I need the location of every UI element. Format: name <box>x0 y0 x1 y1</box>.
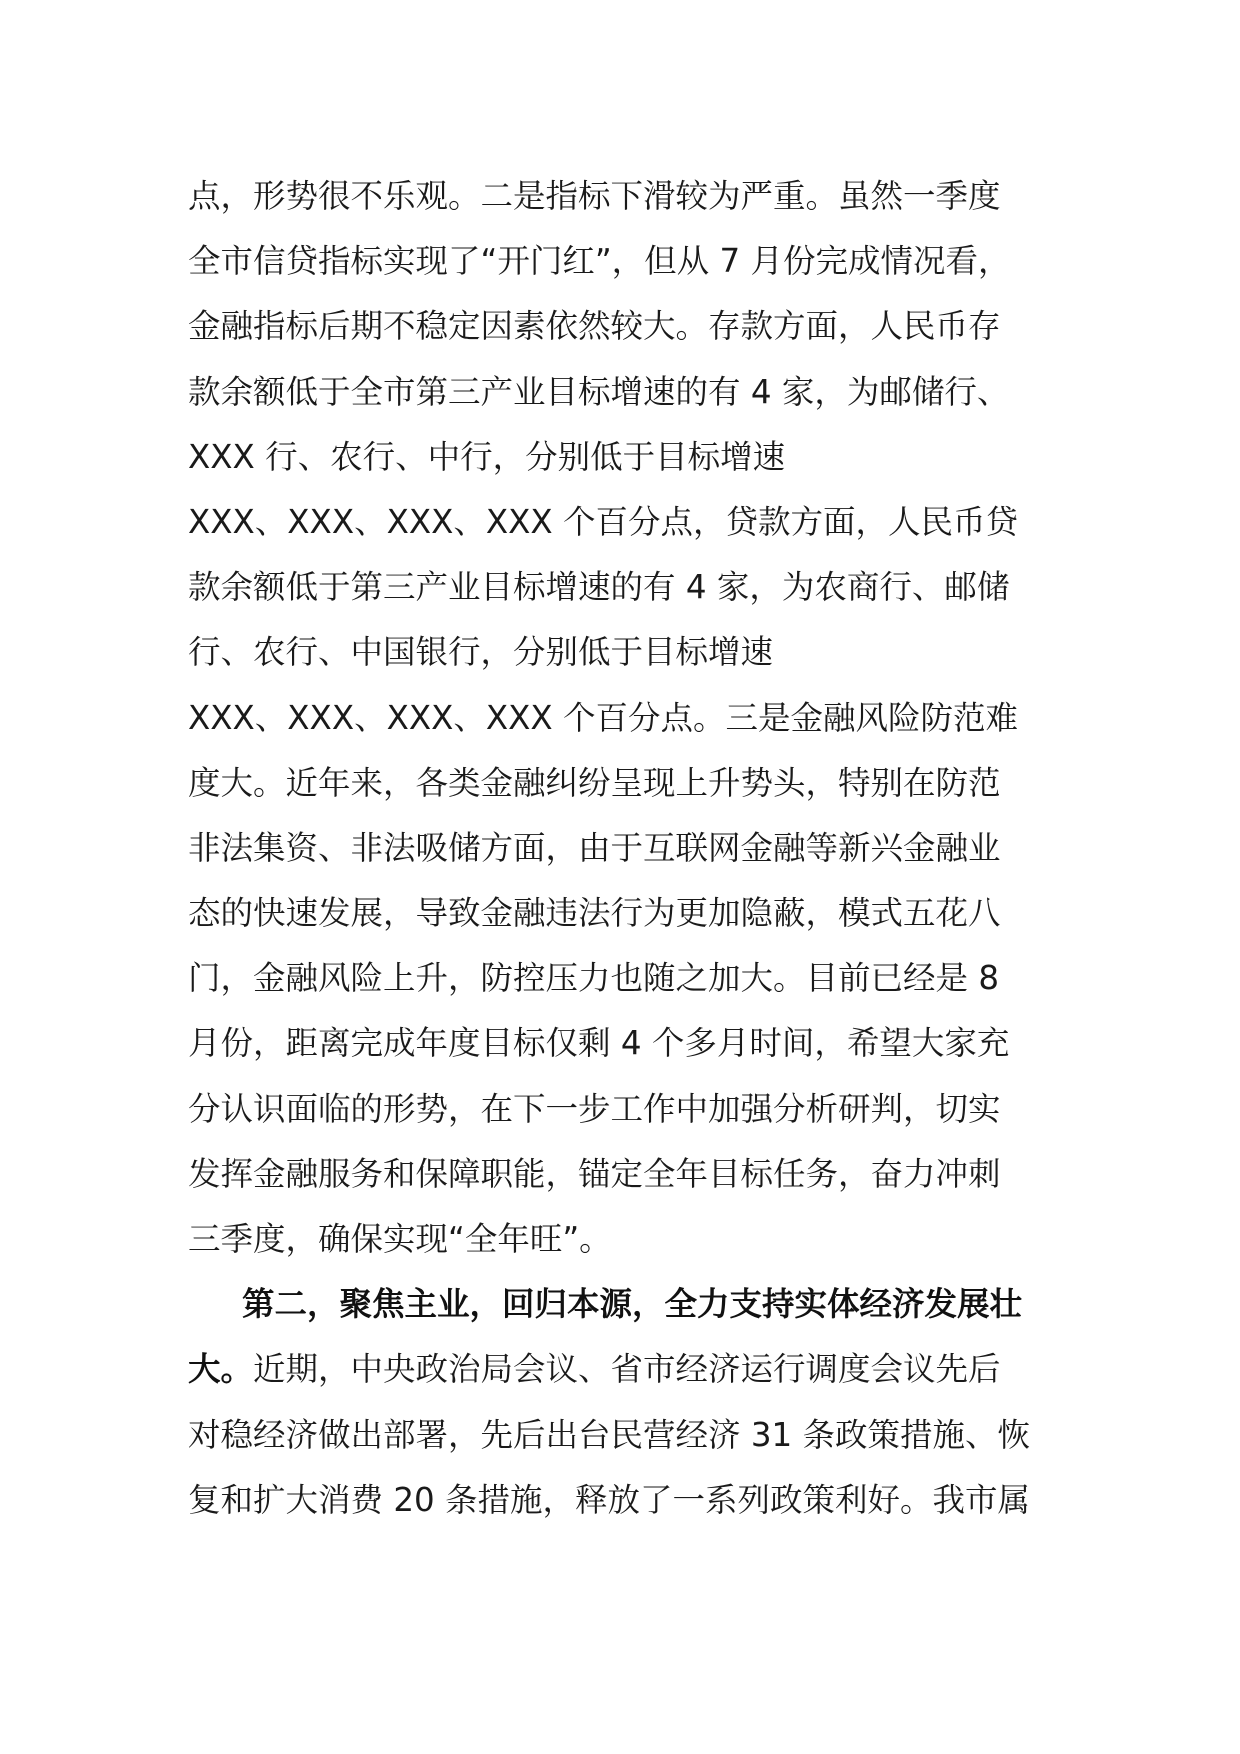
text-line-4: 款余额低于全市第三产业目标增速的有 4 家，为邮储行、 <box>188 372 1010 411</box>
text-line-21: 复和扩大消费 20 条措施，释放了一系列政策利好。我市属 <box>188 1480 1031 1519</box>
text-line-5: XXX 行、农行、中行，分别低于目标增速 <box>188 437 786 476</box>
text-line-20: 对稳经济做出部署，先后出台民营经济 31 条政策措施、恢 <box>188 1415 1031 1454</box>
section-body-start: 近期，中央政治局会议、省市经济运行调度会议先后 <box>253 1350 1001 1389</box>
section-heading-continuation <box>188 1337 1068 1402</box>
text-line-6: XXX、XXX、XXX、XXX 个百分点，贷款方面，人民币贷 <box>188 502 1019 541</box>
section-heading: 第二，聚焦主业，回归本源，全力支持实体经济发展壮 <box>242 1285 1023 1324</box>
text-line-12: 态的快速发展，导致金融违法行为更加隐蔽，模式五花八 <box>188 894 1001 933</box>
text-line-17: 三季度，确保实现“全年旺”。 <box>188 1220 612 1258</box>
text-line-3: 金融指标后期不稳定因素依然较大。存款方面，人民币存 <box>188 307 1001 346</box>
text-line-16: 发挥金融服务和保障职能，锚定全年目标任务，奋力冲刺 <box>188 1154 1001 1193</box>
section-heading-end: 大。 <box>188 1350 254 1389</box>
document-body <box>188 164 1068 1533</box>
text-line-11: 非法集资、非法吸储方面，由于互联网金融等新兴金融业 <box>188 828 1001 867</box>
text-line-8: 行、农行、中国银行，分别低于目标增速 <box>188 633 774 672</box>
text-line-7: 款余额低于第三产业目标增速的有 4 家，为农商行、邮储 <box>188 568 1010 607</box>
text-line-13: 门，金融风险上升，防控压力也随之加大。目前已经是 8 <box>188 959 1000 998</box>
text-line-14: 月份，距离完成年度目标仅剩 4 个多月时间，希望大家充 <box>188 1024 1010 1063</box>
text-line-9: XXX、XXX、XXX、XXX 个百分点。三是金融风险防范难 <box>188 698 1019 737</box>
text-line-15: 分认识面临的形势，在下一步工作中加强分析研判，切实 <box>188 1089 1001 1128</box>
text-line-2: 全市信贷指标实现了“开门红”，但从 7 月份完成情况看， <box>188 242 1011 281</box>
text-line-10: 度大。近年来，各类金融纠纷呈现上升势头，特别在防范 <box>188 763 1001 802</box>
text-line-1: 点，形势很不乐观。二是指标下滑较为严重。虽然一季度 <box>188 177 1001 215</box>
